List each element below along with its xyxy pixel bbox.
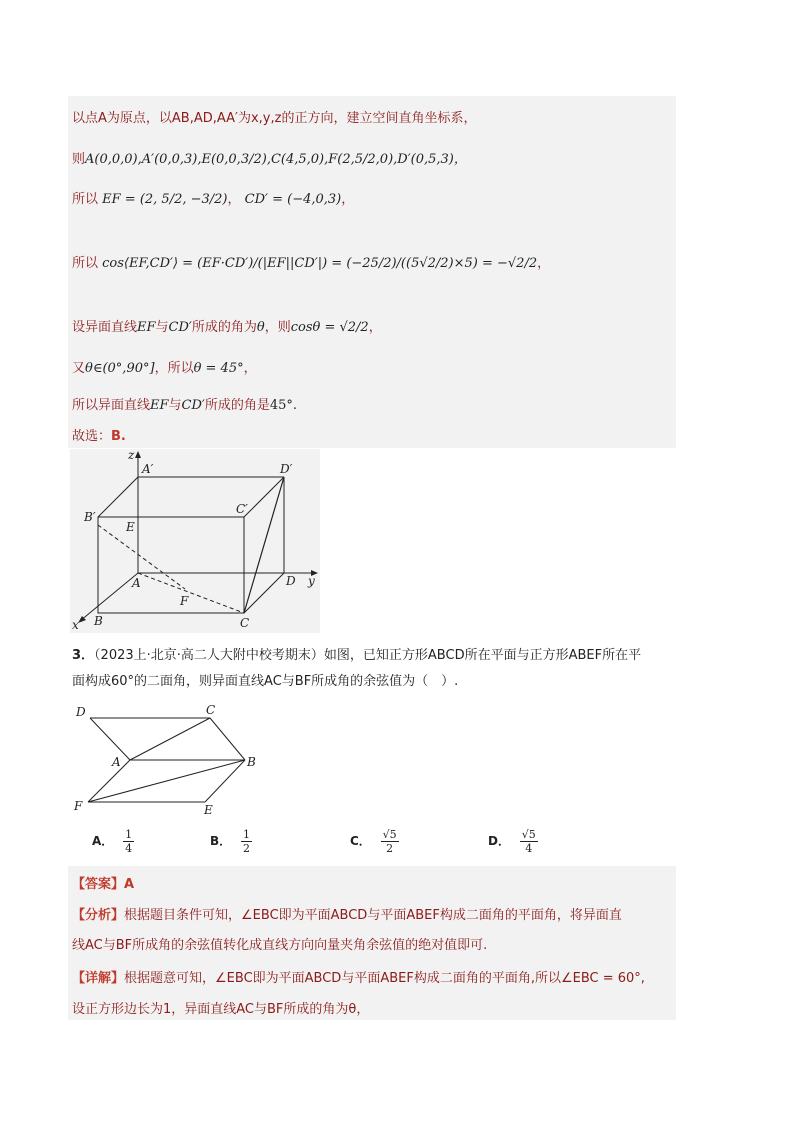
figure-box [70,449,320,633]
label-z: z [128,449,135,462]
label-E2: E [204,803,213,817]
solution-line-3: 所以 EF = (2, 5/2, −3/2)， CD′ = (−4,0,3)， [72,192,355,207]
label-C2: C [206,703,216,717]
box-diagram [70,449,320,633]
solution-line-7: 所以异面直线EF与CD′所成的角是45°. [72,398,298,413]
solution-line-2: 则A(0,0,0),A′(0,0,3),E(0,0,3/2),C(4,5,0),F(2,5/2,0),D′(0,5,3)， [72,152,467,167]
label-Dp: D′ [280,462,293,476]
solution-line-6: 又θ∈(0°,90°]，所以θ = 45°， [72,361,257,376]
figure-squares [70,700,270,820]
label-C: C [240,616,250,630]
label-D: D [286,574,296,588]
label-B: B [94,614,103,628]
label-y: y [308,574,315,588]
squares-diagram [70,700,270,820]
label-D2: D [76,705,86,719]
answer-line: 【答案】A [72,877,135,892]
analysis-line-1: 【分析】根据题目条件可知，∠EBC即为平面ABCD与平面ABEF构成二面角的平面角，将异面直 [72,908,622,923]
label-F: F [180,594,189,608]
label-Ap: A′ [142,462,154,476]
detail-line-2: 设正方形边长为1，异面直线AC与BF所成的角为θ， [72,1002,370,1017]
option-d[interactable]: D． $\frac{√5}{4}$ [488,828,536,855]
label-x: x [72,618,79,632]
analysis-line-2: 线AC与BF所成角的余弦值转化成直线方向向量夹角余弦值的绝对值即可. [72,938,488,953]
label-Bp: B′ [84,510,96,524]
solution-line-5: 设异面直线EF与CD′所成的角为θ，则cosθ = √2/2， [72,320,382,335]
label-Cp: C′ [236,502,248,516]
label-F2: F [74,799,83,813]
solution-line-8: 故选：B. [72,429,126,444]
solution-line-4: 所以 cos⟨EF,CD′⟩ = (EF·CD′)/(|EF||CD′|) = (−25/2)/((5√2/2)×5) = −√2/2， [72,256,551,271]
label-A2: A [112,755,121,769]
label-B2: B [247,755,256,769]
option-b[interactable]: B． $\frac{1}{2}$ [210,828,250,855]
solution-line-1: 以点A为原点，以AB,AD,AA′为x,y,z的正方向，建立空间直角坐标系， [72,111,477,126]
detail-line-1: 【详解】根据题意可知，∠EBC即为平面ABCD与平面ABEF构成二面角的平面角,所以∠EBC = 60°, [72,971,645,986]
problem-3: 3．（2023上·北京·高二人大附中校考期末）如图，已知正方形ABCD所在平面与正方形ABEF所在平 面构成60°的二面角，则异面直线AC与BF所成角的余弦值为（ ）. [72,648,642,689]
option-c[interactable]: C． $\frac{√5}{2}$ [350,828,397,855]
option-a[interactable]: A． $\frac{1}{4}$ [92,828,133,855]
label-E: E [126,520,135,534]
label-A: A [132,576,141,590]
